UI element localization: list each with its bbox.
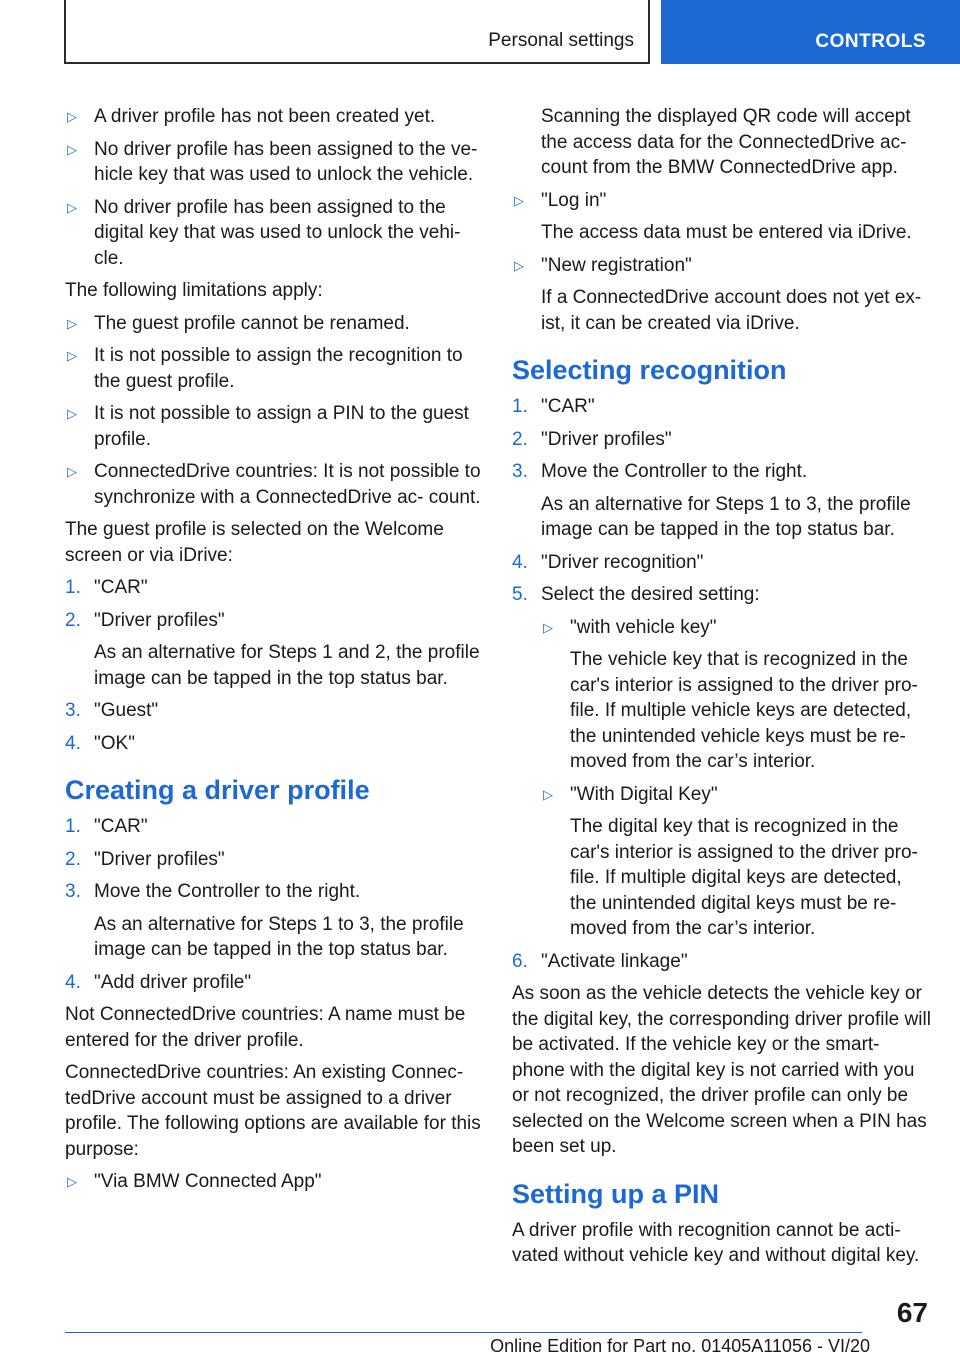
numbered-step: 6. "Activate linkage" bbox=[512, 949, 932, 975]
triangle-bullet-icon: ▷ bbox=[67, 406, 77, 421]
triangle-bullet-icon: ▷ bbox=[67, 141, 77, 157]
step-number: 4. bbox=[65, 732, 81, 754]
numbered-list-select bbox=[512, 394, 932, 974]
list-item: ▷ ConnectedDrive countries: It is not possible to synchronize with a ConnectedDrive ac‐ count. bbox=[65, 459, 485, 510]
step-number: 2. bbox=[65, 848, 81, 870]
step-number: 5. bbox=[512, 584, 528, 605]
list-item: ▷ No driver profile has been assigned to the digital key that was used to unlock the vehi‐ cle. bbox=[65, 195, 485, 272]
heading-setting-up-pin: Setting up a PIN bbox=[512, 1178, 720, 1209]
option-note: The access data must be entered via iDrive. bbox=[541, 222, 912, 243]
step-number: 3. bbox=[65, 881, 81, 902]
step-number: 1. bbox=[65, 577, 81, 598]
numbered-step: 2. "Driver profiles" bbox=[65, 608, 485, 634]
step-number: 3. bbox=[512, 461, 528, 482]
numbered-step: 3. "Guest" bbox=[65, 698, 485, 724]
list-item: ▷ It is not possible to assign the recognition to the guest profile. bbox=[65, 343, 485, 394]
paragraph-pin: A driver profile with recognition cannot be acti‐ vated without vehicle key and without digital key. bbox=[512, 1219, 920, 1266]
step-number: 2. bbox=[512, 428, 528, 450]
heading-creating-driver-profile: Creating a driver profile bbox=[65, 775, 370, 805]
list-item: ▷ "Log in" bbox=[512, 188, 932, 214]
bullet-list-limitations bbox=[65, 311, 485, 511]
setting-note: The digital key that is recognized in the car's interior is assigned to the driver pro‐ file. If multiple digital keys are detected, the unintended digital keys must be re‐ moved from the car’s interior. bbox=[570, 816, 918, 939]
numbered-step: 1. "CAR" bbox=[65, 814, 485, 840]
bullet-list-no-profile bbox=[65, 104, 485, 271]
list-item: ▷ The guest profile cannot be renamed. bbox=[65, 311, 485, 337]
numbered-step: 2. "Driver profiles" bbox=[65, 847, 485, 873]
setting-options bbox=[541, 615, 932, 942]
step-number: 6. bbox=[512, 950, 528, 972]
header-section-title: Personal settings bbox=[488, 30, 634, 51]
list-item bbox=[541, 615, 932, 775]
list-item: ▷ No driver profile has been assigned to the ve‐ hicle key that was used to unlock the vehicle. bbox=[65, 137, 485, 188]
triangle-bullet-icon: ▷ bbox=[514, 192, 524, 208]
triangle-bullet-icon: ▷ bbox=[67, 348, 77, 363]
numbered-step: 1. "CAR" bbox=[512, 394, 932, 420]
list-item: ▷ "Via BMW Connected App" bbox=[65, 1169, 485, 1195]
setting-label: "With Digital Key" bbox=[570, 783, 718, 805]
header-chapter-tab bbox=[661, 0, 960, 64]
step-number: 1. bbox=[65, 816, 81, 837]
step-number: 4. bbox=[65, 971, 81, 993]
header-chapter-title: CONTROLS bbox=[815, 31, 926, 52]
numbered-step bbox=[512, 582, 932, 942]
numbered-step: 3. Move the Controller to the right. bbox=[65, 879, 485, 905]
step-number: 1. bbox=[512, 396, 528, 417]
right-column bbox=[512, 104, 932, 1276]
numbered-step: 4. "OK" bbox=[65, 731, 485, 757]
left-column bbox=[65, 104, 485, 1202]
paragraph-not-connecteddrive: Not ConnectedDrive countries: A name must be entered for the driver profile. bbox=[65, 1004, 466, 1051]
step-text: Select the desired setting: bbox=[541, 584, 760, 605]
option-note: If a ConnectedDrive account does not yet ex‐ ist, it can be created via iDrive. bbox=[541, 287, 922, 334]
list-item bbox=[541, 782, 932, 942]
header-section-box bbox=[64, 0, 650, 64]
option-note: Scanning the displayed QR code will accept the access data for the ConnectedDrive ac‐ count from the BMW ConnectedDrive app. bbox=[541, 106, 911, 178]
paragraph-activation: As soon as the vehicle detects the vehicle key or the digital key, the corresponding driver profile will be activated. If the vehicle key or the smart‐ phone with the digital key is not carried with you or not recognized, the driver profile can only be selected on the Welcome screen when a PIN has been set up. bbox=[512, 983, 931, 1157]
footer-edition: Online Edition for Part no. 01405A11056 - VI/20 bbox=[490, 1336, 870, 1356]
heading-selecting-recognition: Selecting recognition bbox=[512, 355, 787, 385]
list-item: ▷ A driver profile has not been created yet. bbox=[65, 104, 485, 130]
triangle-bullet-icon: ▷ bbox=[543, 786, 553, 802]
page-number: 67 bbox=[896, 1297, 928, 1328]
step-note: As an alternative for Steps 1 to 3, the profile image can be tapped in the top status bar. bbox=[94, 913, 464, 960]
limitations-intro: The following limitations apply: bbox=[65, 280, 323, 301]
numbered-list-create bbox=[65, 814, 485, 995]
step-number: 2. bbox=[65, 609, 81, 631]
footer-divider bbox=[65, 1332, 862, 1333]
guest-intro: The guest profile is selected on the Welcome screen or via iDrive: bbox=[65, 519, 444, 566]
numbered-step: 4. "Driver recognition" bbox=[512, 550, 932, 576]
list-item: ▷ "New registration" bbox=[512, 253, 932, 279]
triangle-bullet-icon: ▷ bbox=[67, 464, 77, 479]
triangle-bullet-icon: ▷ bbox=[543, 619, 553, 635]
triangle-bullet-icon: ▷ bbox=[514, 257, 524, 273]
paragraph-connecteddrive: ConnectedDrive countries: An existing Connec‐ tedDrive account must be assigned to a driver profile. The following options are available for this purpose: bbox=[65, 1062, 481, 1160]
step-number: 4. bbox=[512, 551, 528, 573]
step-note: As an alternative for Steps 1 and 2, the profile image can be tapped in the top status bar. bbox=[94, 642, 480, 689]
triangle-bullet-icon: ▷ bbox=[67, 109, 77, 124]
list-item: ▷ It is not possible to assign a PIN to the guest profile. bbox=[65, 401, 485, 452]
setting-note: The vehicle key that is recognized in the car's interior is assigned to the driver pro‐ file. If multiple vehicle keys are detected, the unintended vehicle keys must be re‐ moved from the car’s interior. bbox=[570, 649, 918, 772]
triangle-bullet-icon: ▷ bbox=[67, 1174, 77, 1189]
step-note: As an alternative for Steps 1 to 3, the profile image can be tapped in the top status bar. bbox=[541, 493, 911, 540]
numbered-step: 2. "Driver profiles" bbox=[512, 427, 932, 453]
triangle-bullet-icon: ▷ bbox=[67, 315, 77, 331]
setting-label: "with vehicle key" bbox=[570, 616, 717, 638]
numbered-step: 4. "Add driver profile" bbox=[65, 970, 485, 996]
numbered-list-guest bbox=[65, 575, 485, 756]
numbered-step: 3. Move the Controller to the right. bbox=[512, 459, 932, 485]
step-number: 3. bbox=[65, 700, 81, 721]
triangle-bullet-icon: ▷ bbox=[67, 199, 77, 215]
numbered-step: 1. "CAR" bbox=[65, 575, 485, 601]
